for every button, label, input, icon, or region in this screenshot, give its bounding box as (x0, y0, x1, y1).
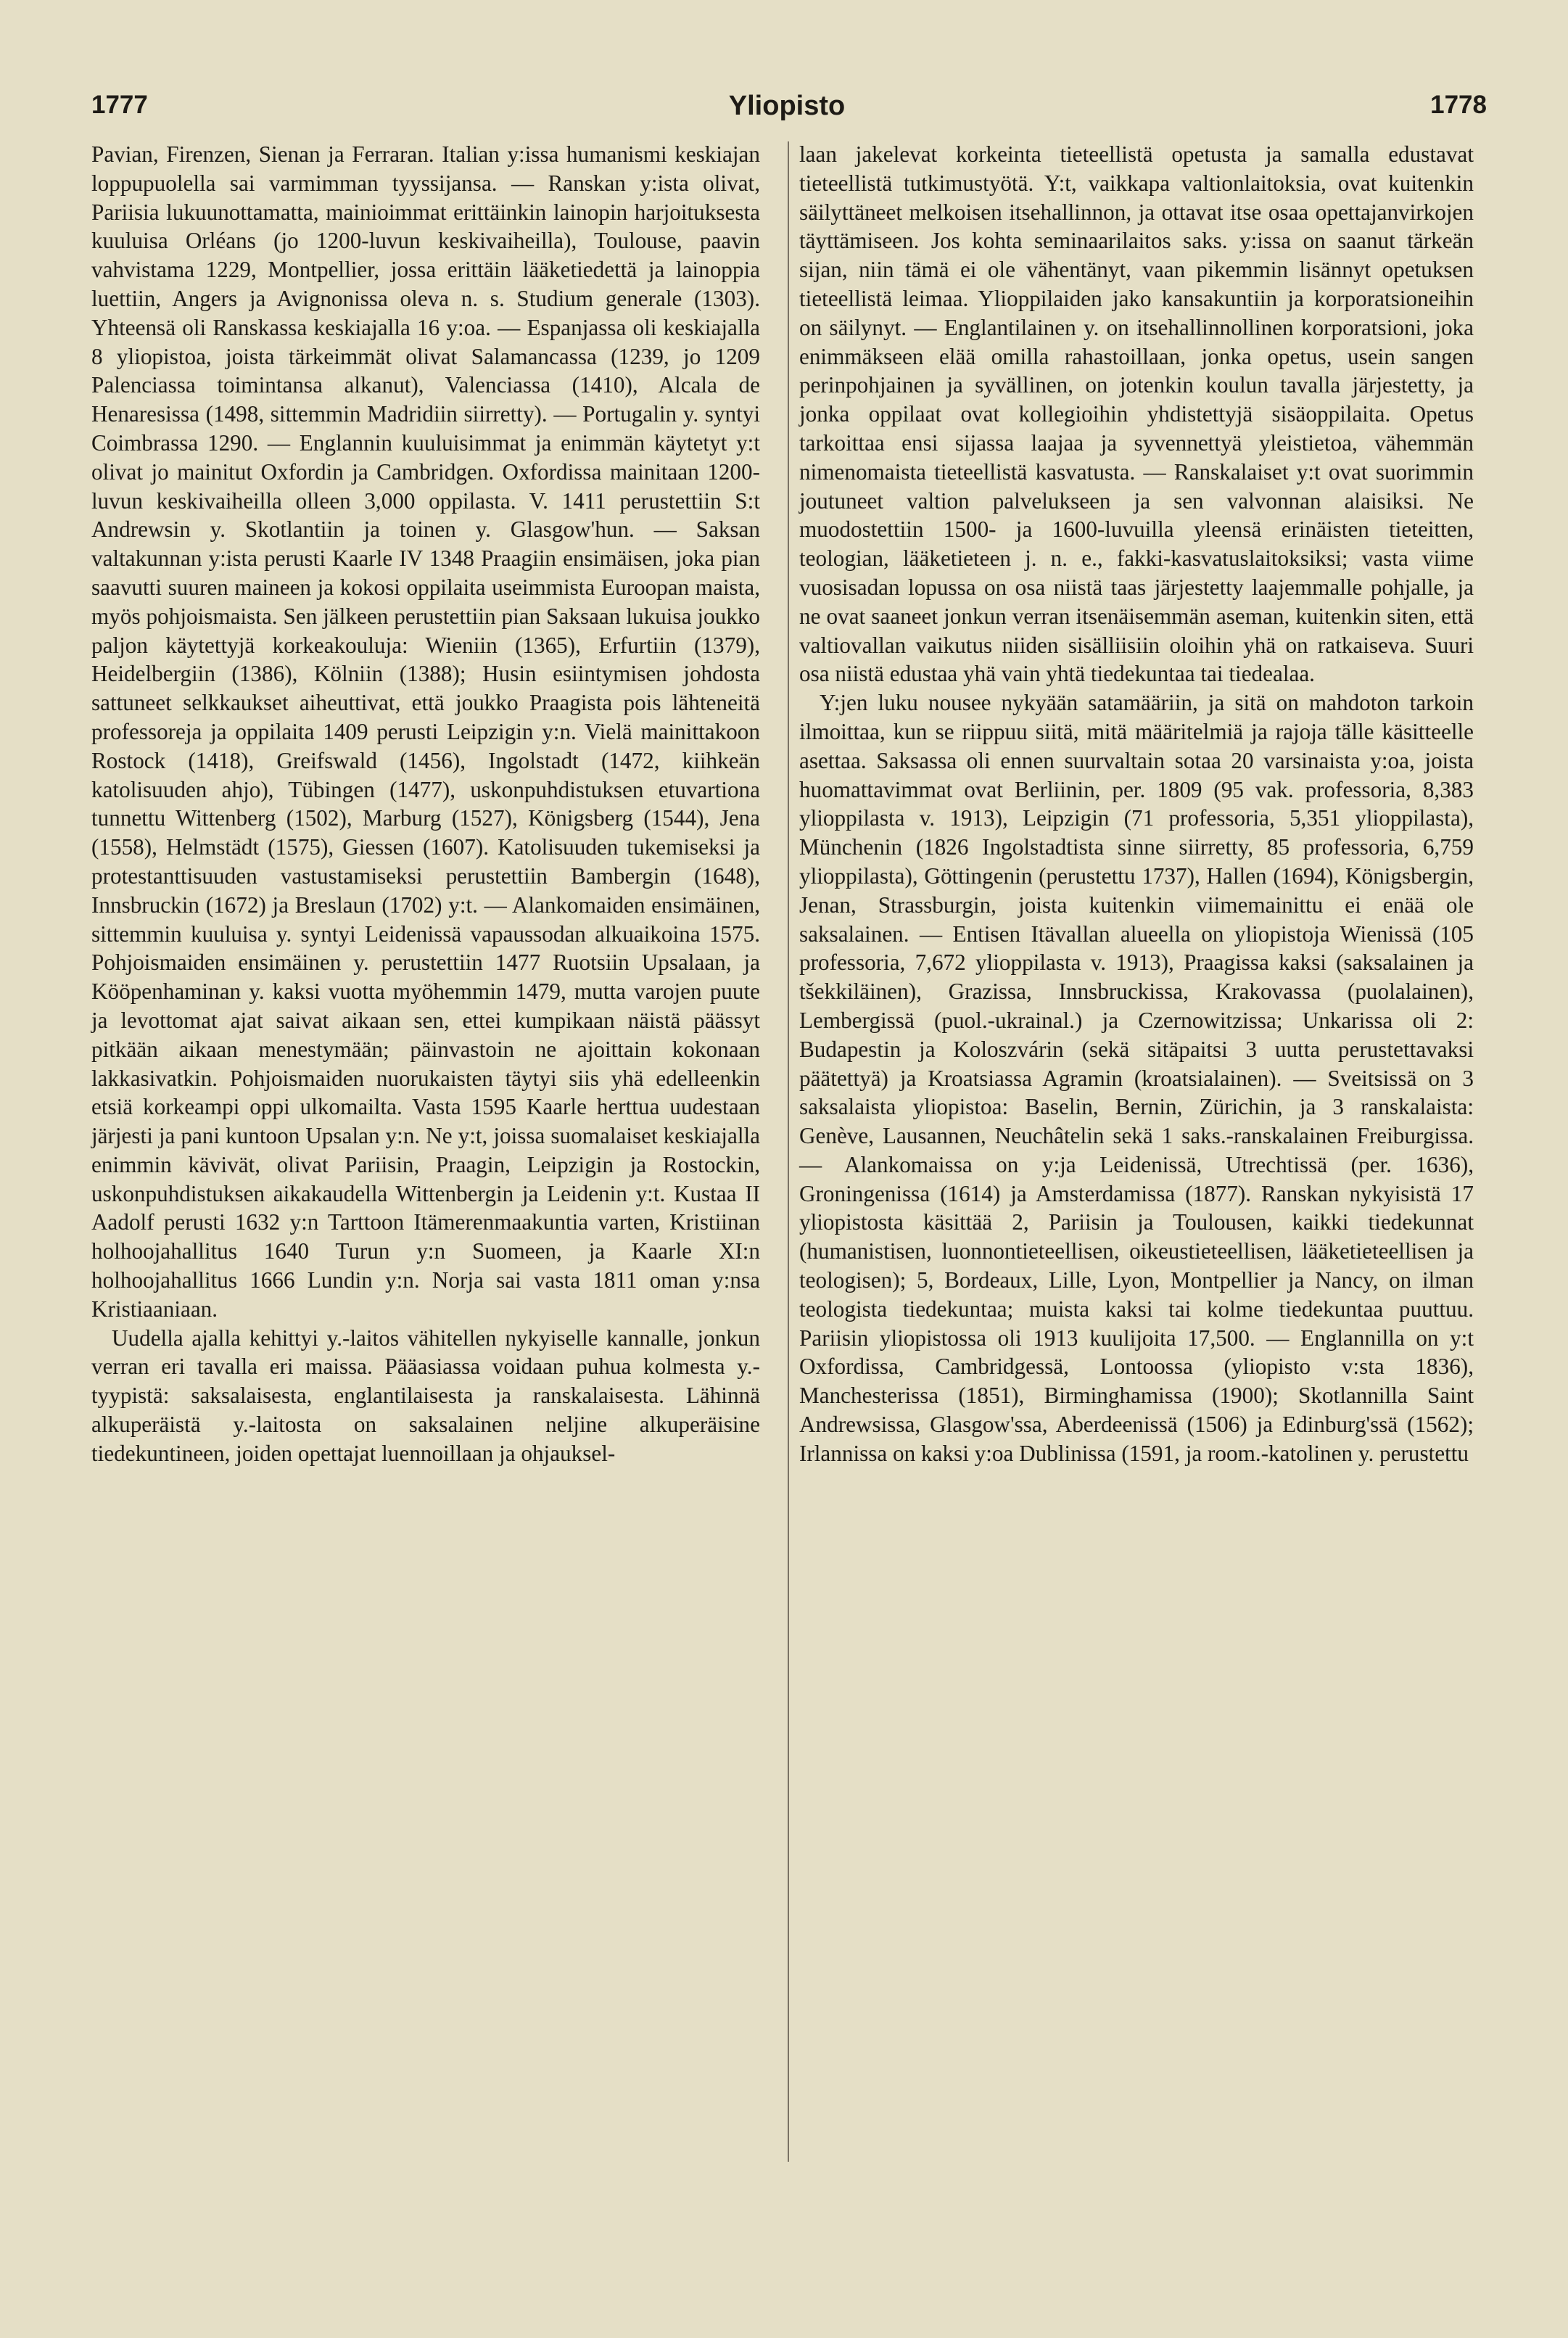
left-paragraph-2: Uudella ajalla kehittyi y.-laitos vähitellen nykyiselle kannalle, jonkun verran eri tavalla eri maissa. Pääasiassa voidaan puhua kolmesta y.-tyypistä: saksalaisesta, englantilaisesta ja ranskalaisesta. Lähinnä alkuperäistä y.-laitosta on saksalainen neljine alkuperäisine tiedekuntineen, joiden opettajat luennoillaan ja ohjauksel- (91, 1325, 760, 1466)
page-number-right: 1778 (1430, 91, 1487, 119)
left-paragraph-1: Pavian, Firenzen, Sienan ja Ferraran. Italian y:issa humanismi keskiajan loppupuolella sai varmimman tyyssijansa. — Ranskan y:ista olivat, Pariisia lukuunottamatta, mainioimmat erittäinkin lainopin harjoituksesta kuuluisa Orléans (jo 1200-luvun keskivaiheilla), Toulouse, paavin vahvistama 1229, Montpellier, jossa erittäin lääketiedettä ja lainoppia luettiin, Angers ja Avignonissa oleva n. s. Studium generale (1303). Yhteensä oli Ranskassa keskiajalla 16 y:oa. — Espanjassa oli keskiajalla 8 yliopistoa, joista tärkeimmät olivat Salamancassa (1239, jo 1209 Palenciassa toimintansa alkanut), Valenciassa (1410), Alcala de Henaresissa (1498, sittemmin Madridiin siirretty). — Portugalin y. syntyi Coimbrassa 1290. — Englannin kuuluisimmat ja enimmän käytetyt y:t olivat jo mainitut Oxfordin ja Cambridgen. Oxfordissa mainitaan 1200-luvun keskivaiheilla olleen 3,000 oppilasta. V. 1411 perustettiin S:t Andrewsin y. Skotlantiin ja toinen y. Glasgow'hun. — Saksan valtakunnan y:ista perusti Kaarle IV 1348 Praagiin ensimäisen, joka pian saavutti suuren maineen ja kokosi oppilaita useimmista Euroopan maista, myös pohjoismaista. Sen jälkeen perustettiin pian Saksaan lukuisa joukko paljon käytettyjä korkeakouluja: Wieniin (1365), Erfurtiin (1379), Heidelbergiin (1386), Kölniin (1388); Husin esiintymisen johdosta sattuneet selkkaukset aiheuttivat, että joukko Praagista pois lähteneitä professoreja ja oppilaita 1409 perusti Leipzigin y:n. Vielä mainittakoon Rostock (1418), Greifswald (1456), Ingolstadt (1472, kiihkeän katolisuuden ahjo), Tübingen (1477), uskonpuhdistuksen etuvartiona tunnettu Wittenberg (1502), Marburg (1527), Königsberg (1544), Jena (1558), Helmstädt (1575), Giessen (1607). Katolisuuden tukemiseksi ja protestanttisuuden vastustamiseksi perustettiin Bambergin (1648), Innsbruckin (1672) ja Breslaun (1702) y:t. — Alankomaiden ensimäinen, sittemmin kuuluisa y. syntyi Leidenissä vapaussodan alkuaikoina 1575. Pohjoismaiden ensimäinen y. perustettiin 1477 Ruotsiin Upsalaan, ja Kööpenhaminan y. kaksi vuotta myöhemmin 1479, mutta varojen puute ja levottomat ajat saivat aikaan sen, ettei kumpikaan näistä päässyt pitkään aikaan menestymään; päinvastoin ne ajoittain kokonaan lakkasivatkin. Pohjoismaiden nuorukaisten täytyi siis yhä edelleenkin etsiä korkeampi oppi ulkomailta. Vasta 1595 Kaarle herttua uudestaan järjesti ja pani kuntoon Upsalan y:n. Ne y:t, joissa suomalaiset keskiajalla enimmin kävivät, olivat Pariisin, Praagin, Leipzigin ja Rostockin, uskonpuhdistuksen aikakaudella Wittenbergin ja Leidenin y:t. Kustaa II Aadolf perusti 1632 y:n Tarttoon Itämerenmaakuntia varten, Kristiinan holhoojahallitus 1640 Turun y:n Suomeen, ja Kaarle XI:n holhoojahallitus 1666 Lundin y:n. Norja sai vasta 1811 oman y:nsa Kristiaaniaan. (91, 141, 760, 1322)
page-number-left: 1777 (91, 91, 148, 119)
right-column (799, 140, 1474, 1468)
right-paragraph-1: laan jakelevat korkeinta tieteellistä opetusta ja samalla edustavat tieteellistä tutkimustyötä. Y:t, vaikkapa valtionlaitoksia, ovat kuitenkin säilyttäneet melkoisen itsehallinnon, ja ottavat itse osaa opettajanvirkojen täyttämiseen. Jos kohta seminaarilaitos saks. y:issa on saanut tärkeän sijan, niin tämä ei ole vähentänyt, vaan pikemmin lisännyt opetuksen tieteellistä leimaa. Ylioppilaiden jako kansakuntiin ja korporatsioneihin on säilynyt. — Englantilainen y. on itsehallinnollinen korporatsioni, joka enimmäkseen elää omilla rahastoillaan, jonka opetus, usein sangen perinpohjainen ja syvällinen, on jotenkin koulun tavalla järjestetty, ja jonka oppilaat ovat kollegioihin yhdistettyjä sisäoppilaita. Opetus tarkoittaa ensi sijassa laajaa ja syvennettyä yleistietoa, vähemmän nimenomaista tieteellistä kasvatusta. — Ranskalaiset y:t ovat suorimmin joutuneet valtion palvelukseen ja sen valvonnan alaisiksi. Ne muodostettiin 1500- ja 1600-luvuilla yleensä erinäisten tieteitten, teologian, lääketieteen j. n. e., fakki-kasvatuslaitoksiksi; vasta viime vuosisadan lopussa on osa niistä taas järjestetty laajemmalle pohjalle, ja ne ovat saaneet jonkun verran itsenäisemmän aseman, kuitenkin siten, että valtiovallan vaikutus niiden sisälliisiin oloihin yhä on ratkaiseva. Suuri osa niistä edustaa yhä vain yhtä tiedekuntaa tai tiedealaa. (799, 141, 1474, 687)
right-paragraph-2: Y:jen luku nousee nykyään satamääriin, ja sitä on mahdoton tarkoin ilmoittaa, kun se riippuu siitä, mitä määritelmiä ja rajoja tälle käsitteelle asettaa. Saksassa oli ennen suurvaltain sotaa 20 varsinaista y:oa, joista huomattavimmat ovat Berliinin, per. 1809 (95 vak. professoria, 8,383 ylioppilasta v. 1913), Leipzigin (71 professoria, 5,351 ylioppilasta), Münchenin (1826 Ingolstadtista sinne siirretty, 85 professoria, 6,759 ylioppilasta), Göttingenin (perustettu 1737), Hallen (1694), Königsbergin, Jenan, Strassburgin, joista kuitenkin viimemainittu ei enää ole saksalainen. — Entisen Itävallan alueella on yliopistoja Wienissä (105 professoria, 7,672 ylioppilasta v. 1913), Praagissa kaksi (saksalainen ja tšekkiläinen), Grazissa, Innsbruckissa, Krakovassa (puolalainen), Lembergissä (puol.-ukrainal.) ja Czernowitzissa; Unkarissa oli 2: Budapestin ja Koloszvárin (sekä sitäpaitsi 3 uutta perustettavaksi päätettyä) ja Kroatsiassa Agramin (kroatsialainen). — Sveitsissä on 3 saksalaista yliopistoa: Baselin, Bernin, Zürichin, ja 3 ranskalaista: Genève, Lausannen, Neuchâtelin sekä 1 saks.-ranskalainen Freiburgissa. — Alankomaissa on y:ja Leidenissä, Utrechtissä (per. 1636), Groningenissa (1614) ja Amsterdamissa (1877). Ranskan nykyisistä 17 yliopistosta käsittää 2, Pariisin ja Toulousen, kaikki tiedekunnat (humanistisen, luonnontieteellisen, oikeustieteellisen, lääketieteellisen ja teologisen); 5, Bordeaux, Lille, Lyon, Montpellier ja Nancy, on ilman teologista tiedekuntaa; muista kaksi tai kolme tiedekuntaa puuttuu. Pariisin yliopistossa oli 1913 kuulijoita 17,500. — Englannilla on y:t Oxfordissa, Cambridgessä, Lontoossa (yliopisto v:sta 1836), Manchesterissa (1851), Birminghamissa (1900); Skotlannilla Saint Andrewsissa, Glasgow'ssa, Aberdeenissä (1506) ja Edinburg'ssä (1562); Irlannissa on kaksi y:oa Dublinissa (1591, ja room.-katolinen y. perustettu (799, 690, 1474, 1466)
column-divider (788, 141, 789, 2162)
left-column (91, 140, 760, 1468)
running-title: Yliopisto (728, 91, 846, 121)
page-header (87, 91, 1487, 134)
